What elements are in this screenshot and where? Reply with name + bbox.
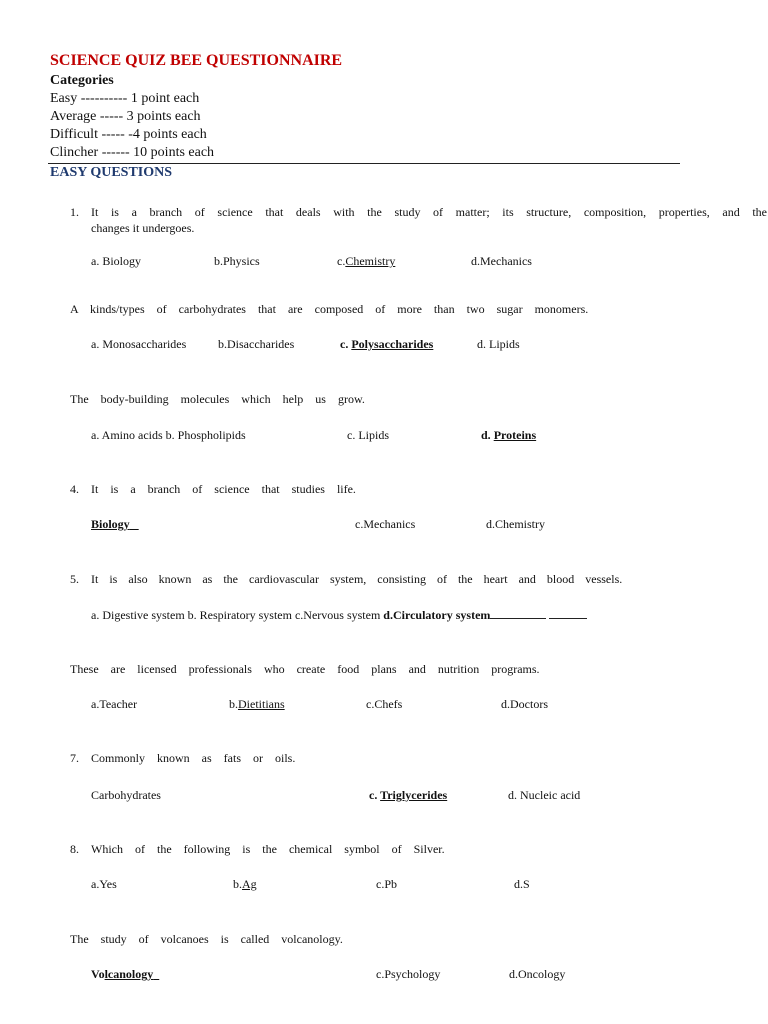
question-text: Commonly known as fats or oils. [91, 751, 296, 765]
correct-answer: Chemistry [345, 254, 396, 268]
question-number: 5. [70, 572, 79, 586]
answer-part: Vo [91, 967, 105, 981]
choice-b: b.Physics [214, 254, 260, 268]
correct-answer: Triglycerides [380, 788, 448, 802]
categories-heading: Categories [50, 73, 114, 88]
choice-a-b: a. Amino acids b. Phospholipids [91, 428, 246, 442]
answer-blank [490, 607, 546, 619]
correct-answer: Proteins [493, 428, 537, 442]
choice-b: b.Disaccharides [218, 337, 295, 351]
choice-a: a. Monosaccharides [91, 337, 187, 351]
choice-letter: c. [369, 788, 381, 802]
choice-c: c.Pb [376, 877, 397, 891]
choice-a: a.Teacher [91, 697, 138, 711]
choices-a-b-c: a. Digestive system b. Respiratory system c.Nervous system [91, 608, 384, 622]
correct-answer: Polysaccharides [351, 337, 434, 351]
correct-answer: Ag [242, 877, 257, 891]
choice-a: a.Yes [91, 877, 117, 891]
question-text: A kinds/types of carbohydrates that are composed of more than two sugar monomers. [70, 302, 589, 316]
choice-c [337, 254, 395, 269]
document-title: SCIENCE QUIZ BEE QUESTIONNAIRE [50, 52, 343, 69]
question-text: The body-building molecules which help us grow. [70, 392, 365, 406]
choice-c [369, 788, 447, 803]
choice-c [340, 337, 433, 352]
choice-a: a. Biology [91, 254, 141, 268]
choice-a: Carbohydrates [91, 788, 161, 802]
choice-d: d. Lipids [477, 337, 520, 351]
choice-letter: d. [481, 428, 494, 442]
choice-letter: b. [233, 877, 242, 891]
correct-answer: Dietitians [238, 697, 285, 711]
question-text: Which of the following is the chemical symbol of Silver. [91, 842, 445, 856]
correct-answer: Biology [91, 517, 130, 531]
choice-c: c.Psychology [376, 967, 441, 981]
category-clincher: Clincher ------ 10 points each [50, 145, 215, 160]
choice-d: d.Chemistry [486, 517, 545, 531]
answer-part-underlined: lcanology [104, 967, 154, 981]
choice-d: d.S [514, 877, 530, 891]
question-text: It is a branch of science that deals with the study of matter; its structure, composition, properties, and the [91, 205, 767, 219]
choice-d: d. Nucleic acid [508, 788, 581, 802]
choice-d: d.Oncology [509, 967, 566, 981]
question-text: It is also known as the cardiovascular system, consisting of the heart and blood vessels. [91, 572, 623, 586]
question-text-continued: changes it undergoes. [91, 221, 195, 235]
question-number: 8. [70, 842, 79, 856]
question-number: 4. [70, 482, 79, 496]
choice-b [233, 877, 257, 892]
question-number: 1. [70, 205, 79, 219]
correct-answer: d.Circulatory system [383, 608, 491, 622]
category-difficult: Difficult ----- -4 points each [50, 127, 207, 142]
answer-blank [549, 607, 587, 619]
choice-b [229, 697, 285, 712]
category-average: Average ----- 3 points each [50, 109, 201, 124]
choice-d: d.Doctors [501, 697, 548, 711]
heading-divider [48, 163, 680, 164]
choice-letter: c. [337, 254, 346, 268]
question-text: The study of volcanoes is called volcanology. [70, 932, 343, 946]
choice-d: d.Mechanics [471, 254, 532, 268]
choice-c: c.Chefs [366, 697, 403, 711]
section-heading: EASY QUESTIONS [50, 165, 173, 180]
correct-answer [91, 967, 159, 982]
choice-letter: c. [340, 337, 352, 351]
choice-c: c. Lipids [347, 428, 389, 442]
choice-letter: b. [229, 697, 238, 711]
category-easy: Easy ---------- 1 point each [50, 91, 200, 106]
choice-c: c.Mechanics [355, 517, 416, 531]
question-number: 7. [70, 751, 79, 765]
question-text: These are licensed professionals who create food plans and nutrition programs. [70, 662, 540, 676]
question-text: It is a branch of science that studies life. [91, 482, 356, 496]
choice-d [481, 428, 536, 443]
choices-row [91, 607, 587, 623]
